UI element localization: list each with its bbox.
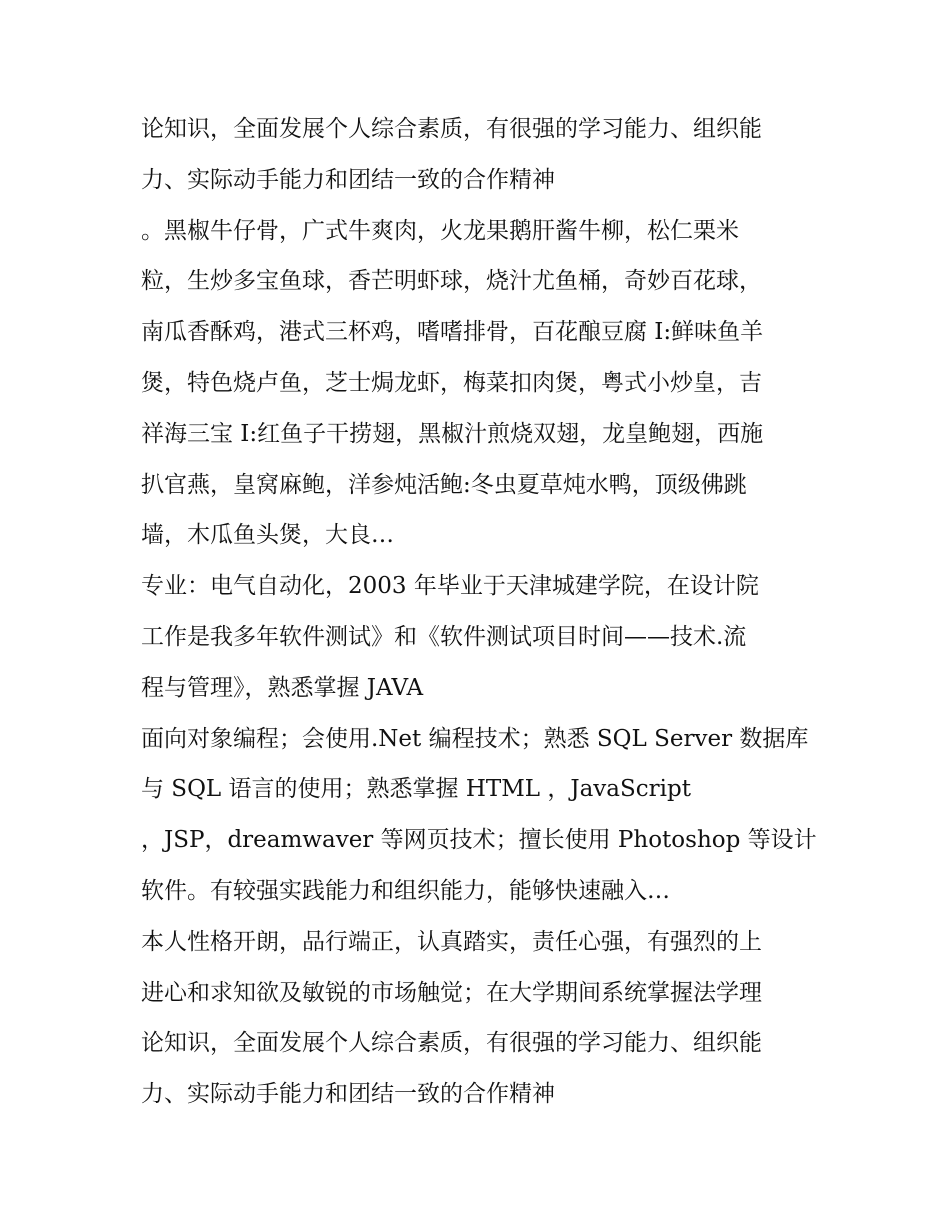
text-line-2: 力、实际动手能力和团结一致的合作精神 (141, 166, 555, 193)
text-line-9: 墙，木瓜鱼头煲，大良… (141, 522, 394, 549)
text-line-10: 专业：电气自动化，2003 年毕业于天津城建学院，在设计院 (141, 573, 759, 600)
text-line-6: 煲，特色烧卢鱼，芝士焗龙虾，梅菜扣肉煲，粤式小炒皇，吉 (141, 369, 762, 396)
text-line-14: 与 SQL 语言的使用；熟悉掌握 HTML ，JavaScript (141, 776, 691, 803)
text-line-17: 本人性格开朗，品行端正，认真踏实，责任心强，有强烈的上 (141, 928, 762, 955)
text-line-15: ，JSP，dreamwaver 等网页技术；擅长使用 Photoshop 等设计 (141, 827, 817, 854)
text-line-19: 论知识，全面发展个人综合素质，有很强的学习能力、组织能 (141, 1030, 762, 1057)
document-body (141, 104, 821, 1120)
text-line-12: 程与管理》，熟悉掌握 JAVA (141, 674, 424, 701)
text-line-18: 进心和求知欲及敏锐的市场触觉；在大学期间系统掌握法学理 (141, 979, 762, 1006)
text-line-7: 祥海三宝 I:红鱼子干捞翅，黑椒汁煎烧双翅，龙皇鲍翅，西施 (141, 420, 764, 447)
text-line-13: 面向对象编程；会使用.Net 编程技术；熟悉 SQL Server 数据库 (141, 725, 809, 752)
text-line-4: 粒，生炒多宝鱼球，香芒明虾球，烧汁尤鱼桶，奇妙百花球， (141, 268, 762, 295)
text-line-8: 扒官燕，皇窝麻鲍，洋参炖活鲍:冬虫夏草炖水鸭，顶级佛跳 (141, 471, 747, 498)
text-line-20: 力、实际动手能力和团结一致的合作精神 (141, 1081, 555, 1108)
text-line-11: 工作是我多年软件测试》和《软件测试项目时间——技术.流 (141, 623, 747, 650)
text-line-1: 论知识，全面发展个人综合素质，有很强的学习能力、组织能 (141, 116, 762, 142)
text-line-3: 。黑椒牛仔骨，广式牛爽肉，火龙果鹅肝酱牛柳，松仁栗米 (141, 217, 739, 244)
text-line-5: 南瓜香酥鸡，港式三杯鸡，嗜嗜排骨，百花酿豆腐 I:鲜味鱼羊 (141, 319, 764, 346)
text-line-16: 软件。有较强实践能力和组织能力，能够快速融入… (141, 877, 670, 904)
